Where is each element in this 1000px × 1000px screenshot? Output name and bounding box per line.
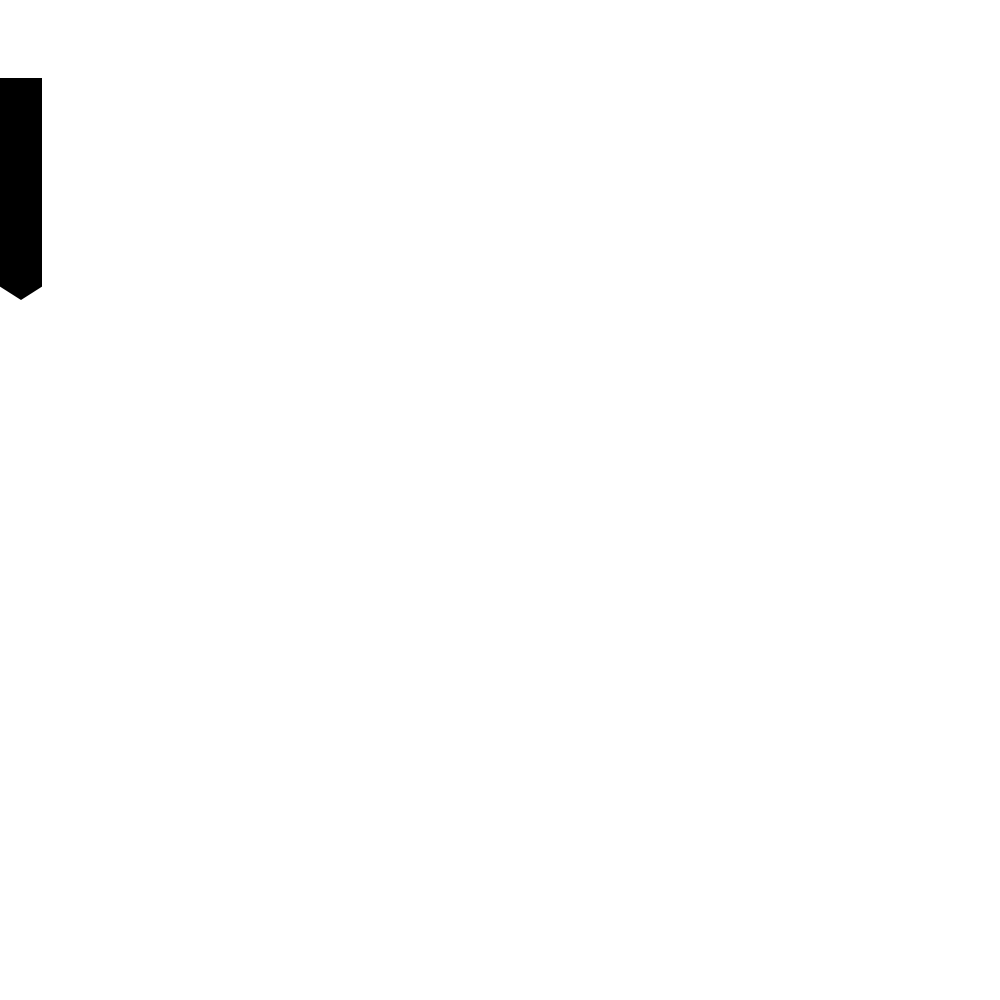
side-title-tab (0, 78, 42, 300)
